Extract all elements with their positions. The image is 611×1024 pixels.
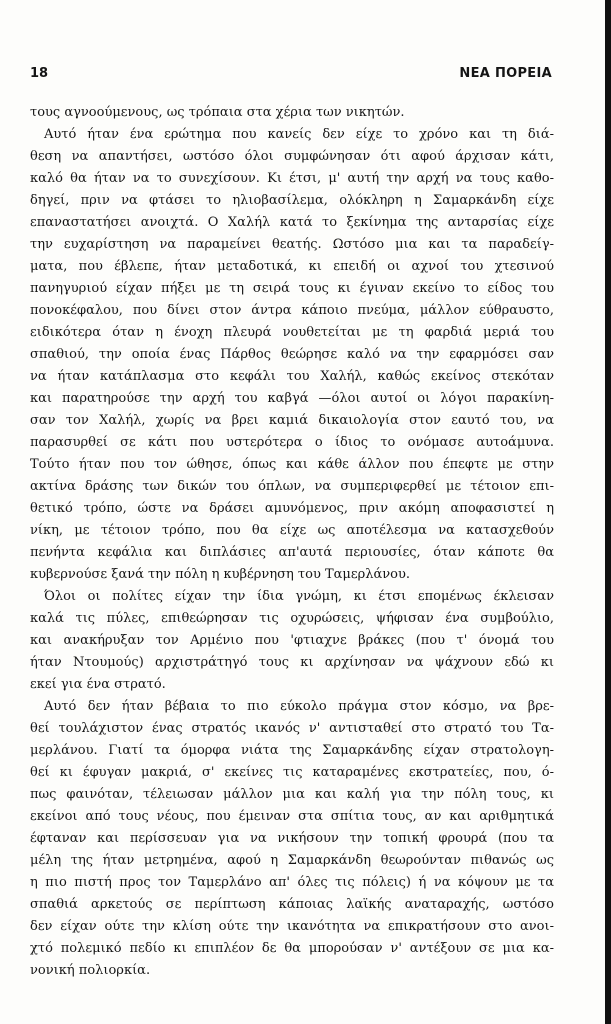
text-line: πενήντα κεφάλια και διπλάσιες απ'αυτά περιουσίες, όταν κάποτε θα (30, 545, 554, 560)
text-line: να ήταν κατάπλασμα στο κεφάλι του Χαλήλ, καθώς εκείνος στεκόταν (30, 369, 554, 384)
page-number: 18 (30, 66, 49, 81)
text-line: πως φαινόταν, τέλειωσαν μάλλον μια και καλή για την πόλη τους, κι (30, 787, 554, 802)
text-line: σαν τον Χαλήλ, χωρίς να βρει καμιά δικαιολογία στον εαυτό του, να (30, 413, 554, 428)
text-line: Αυτό δεν ήταν βέβαια το πιο εύκολο πράγμα στον κόσμο, να βρε- (44, 699, 554, 714)
paragraph (30, 586, 554, 696)
text-line: εκεί για ένα στρατό. (30, 677, 166, 692)
text-line: νονική πολιορκία. (30, 963, 151, 978)
text-line: πανηγυριού είχαν πήξει με τη σειρά τους κι έγιναν εκείνο το είδος του (30, 281, 554, 296)
text-line: σπαθιά αρκετούς σε περίπτωση κάποιας λαϊκής αναταραχής, ωστόσο (30, 897, 554, 912)
text-line: ματα, που έβλεπε, ήταν μεταδοτικά, κι επειδή οι αχνοί του χτεσινού (30, 259, 554, 274)
text-line: δηγεί, πριν να φτάσει το ηλιοβασίλεμα, ολόκληρη η Σαμαρκάνδη είχε (30, 193, 554, 208)
text-line: επαναστατήσει ανοιχτά. Ο Χαλήλ κατά το ξεκίνημα της ανταρσίας είχε (30, 215, 554, 230)
text-line: χτό πολεμικό πεδίο κι επιπλέον δε θα μπορούσαν ν' αντέξουν σε μια κα- (30, 941, 554, 956)
text-line: καλά τις πύλες, επιθεώρησαν τις οχυρώσεις, ψήφισαν ένα συμβούλιο, (30, 611, 554, 626)
text-line: πονοκέφαλου, που δίνει στον άντρα κάποιο πνεύμα, μάλλον εύθραυστο, (30, 303, 554, 318)
text-line: η πιο πιστή προς τον Ταμερλάνο απ' όλες τις πόλεις) ή να κόψουν με τα (30, 875, 554, 890)
text-line: δεν είχαν ούτε την κλίση ούτε την ικανότητα να επικρατήσουν στο ανοι- (30, 919, 554, 934)
text-line: παρασυρθεί σε κάτι που υστερότερα ο ίδιος το ονόμασε αυτοάμυνα. (30, 435, 554, 450)
text-line: μερλάνου. Γιατί τα όμορφα νιάτα της Σαμαρκάνδης είχαν στρατολογη- (30, 743, 554, 758)
text-line: την ευχαρίστηση να παραμείνει θεατής. Ωστόσο μια και τα παραδείγ- (30, 237, 554, 252)
body-text (30, 102, 554, 982)
text-line: και ανακήρυξαν τον Αρμένιο που 'φτιαχνε βράκες (που τ' όνομά του (30, 633, 554, 648)
text-line: θετικό τρόπο, ώστε να δράσει αμυνόμενος, πριν ακόμη αποφασιστεί η (30, 501, 554, 516)
running-head: ΝΕΑ ΠΟΡΕΙΑ (459, 66, 552, 81)
text-line: θεση να απαντήσει, ωστόσο όλοι συμφώνησαν ότι αφού άρχισαν κάτι, (30, 149, 554, 164)
page-header (30, 66, 552, 86)
text-line: κυβερνούσε ξανά την πόλη η κυβέρνηση του Ταμερλάνου. (30, 567, 411, 582)
text-line: Όλοι οι πολίτες είχαν την ίδια γνώμη, κι έτσι επομένως έκλεισαν (44, 589, 554, 604)
text-line: θεί κι έφυγαν μακριά, σ' εκείνες τις καταραμένες εκστρατείες, που, ό- (30, 765, 554, 780)
text-line: νίκη, με τέτοιον τρόπο, που θα είχε ως αποτέλεσμα να κατασχεθούν (30, 523, 554, 538)
text-line: Τούτο ήταν που τον ώθησε, όπως και κάθε άλλον που έπεφτε με στην (30, 457, 554, 472)
paragraph (30, 124, 554, 586)
text-line: σπαθιού, την οποία ένας Πάρθος θεώρησε καλό να την εφαρμόσει σαν (30, 347, 554, 362)
text-line: ειδικότερα όταν η ένοχη πλευρά νουθετείται με τη φαρδιά μεριά του (30, 325, 554, 340)
text-line: ήταν Ντουμούς) αρχιστράτηγό τους κι αρχίνησαν να ψάχνουν εδώ κι (30, 655, 554, 670)
text-line: μέλη της ήταν μετρημένα, αφού η Σαμαρκάνδη θεωρούνταν πιθανώς ως (30, 853, 554, 868)
text-line: Αυτό ήταν ένα ερώτημα που κανείς δεν είχε το χρόνο και τη διά- (44, 127, 554, 142)
text-line: και παρατηρούσε την αρχή του καβγά —όλοι αυτοί οι λόγοι παρακίνη- (30, 391, 554, 406)
page-edge (605, 0, 611, 1024)
text-line: καλό θα ήταν να το συνεχίσουν. Κι έτσι, μ' αυτή την αρχή να τους καθο- (30, 171, 554, 186)
paragraph (30, 696, 554, 982)
paragraph (30, 102, 554, 124)
text-line: έφταναν και περίσσευαν για να νικήσουν την τοπική φρουρά (που τα (30, 831, 554, 846)
text-line: θεί τουλάχιστον ένας στρατός ικανός ν' αντισταθεί στο στρατό του Τα- (30, 721, 554, 736)
text-line: ακτίνα δράσης των δικών του όπλων, να συμπεριφερθεί με τέτοιον επι- (30, 479, 554, 494)
text-line: τους αγνοούμενους, ως τρόπαια στα χέρια των νικητών. (30, 105, 405, 120)
text-line: εκείνοι από τους νέους, που έμειναν στα σπίτια τους, αν και αριθμητικά (30, 809, 554, 824)
